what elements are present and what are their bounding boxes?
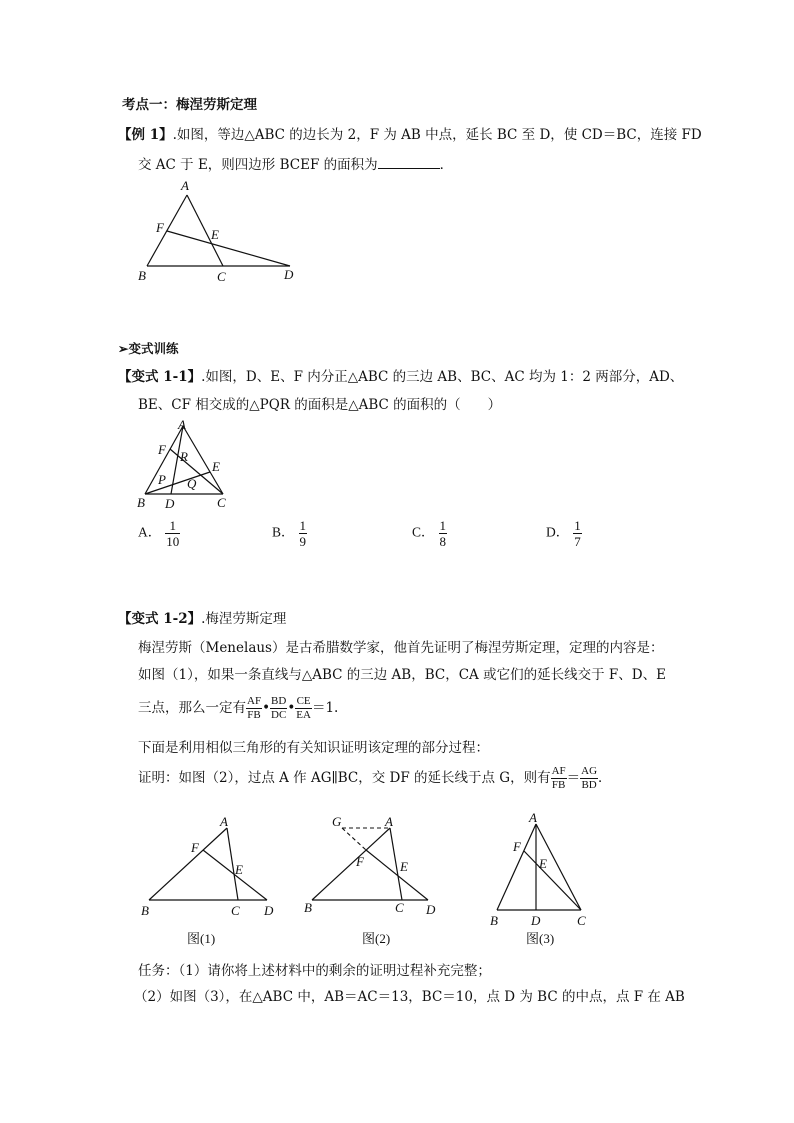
frac5-den: BD [581, 779, 597, 791]
label-D: D [284, 267, 294, 282]
frac1-den: FB [247, 709, 261, 721]
label-A: A [529, 810, 537, 825]
variant1-line1 [118, 368, 683, 386]
variant1-tag: 【变式 1-1】 [118, 369, 202, 385]
seg-AB [149, 828, 227, 900]
label-C: C [217, 495, 226, 510]
option-a-num: 1 [165, 518, 180, 534]
p5-post: ． [598, 770, 612, 786]
variant2-p1: 梅涅劳斯（Menelaus）是古希腊数学家，他首先证明了梅涅劳斯定理，定理的内容是： [138, 640, 664, 656]
label-E: E [539, 856, 547, 871]
label-B: B [141, 903, 149, 918]
example1-figure [135, 178, 305, 288]
variant1-figure [133, 416, 243, 514]
label-A: A [220, 814, 228, 829]
label-D: D [426, 902, 436, 917]
figure-2 [296, 808, 446, 950]
label-B: B [138, 268, 146, 283]
label-A: A [181, 178, 189, 193]
example1-line2 [138, 156, 453, 174]
variant1-line2: BE、CF 相交成的△PQR 的面积是△ABC 的面积的（ ） [138, 397, 502, 413]
label-A: A [385, 814, 393, 829]
answer-blank [378, 156, 440, 169]
option-b-letter: B． [272, 524, 295, 540]
frac-bd-dc [270, 695, 287, 722]
label-E: E [400, 859, 408, 874]
p5-pre: 证明：如图（2），过点 A 作 AG∥BC，交 DF 的延长线于点 G，则有 [138, 770, 551, 786]
label-R: R [180, 449, 188, 464]
label-E: E [235, 862, 243, 877]
option-d-letter: D． [546, 524, 570, 540]
caption-fig3: 图(3) [526, 931, 555, 946]
option-d-den: 7 [574, 534, 581, 549]
option-d[interactable] [546, 518, 582, 549]
frac4-num: AF [551, 765, 566, 777]
example1-period: ． [439, 157, 454, 173]
label-F: F [158, 442, 166, 457]
option-a[interactable] [138, 518, 180, 549]
label-C: C [217, 269, 226, 284]
figure-1 [135, 808, 285, 950]
frac-ce-ea [295, 695, 312, 722]
frac2-den: DC [271, 709, 287, 721]
label-D: D [264, 903, 274, 918]
option-b-num: 1 [299, 518, 307, 533]
option-a-letter: A． [138, 524, 162, 540]
option-a-fraction [165, 518, 180, 549]
label-A: A [178, 417, 186, 432]
option-c-num: 1 [439, 518, 447, 533]
label-B: B [304, 900, 312, 915]
variant2-p4: 下面是利用相似三角形的有关知识证明该定理的部分过程： [138, 740, 489, 756]
label-E: E [212, 459, 220, 474]
variant2-p2: 如图（1），如果一条直线与△ABC 的三边 AB，BC，CA 或它们的延长线交于 F、D、E [138, 667, 666, 683]
label-B: B [490, 913, 498, 928]
variant2-p3: 三点，那么一定有 $\frac{AF}{FB}$ • $\frac{BD}{DC}$ • $\frac{CE}{EA}$ ＝1. [138, 695, 339, 721]
variant1-text1: .如图，D、E、F 内分正△ABC 的三边 AB、BC、AC 均为 1：2 两部分，AD、 [201, 369, 684, 385]
option-c-letter: C． [412, 524, 435, 540]
label-C: C [231, 903, 240, 918]
label-F: F [156, 220, 164, 235]
example1-line1 [118, 126, 702, 144]
task1: 任务：（1）请你将上述材料中的剩余的证明过程补充完整； [138, 963, 491, 979]
seg-AB [497, 824, 536, 910]
seg-GF [342, 828, 366, 850]
option-a-den: 10 [166, 534, 180, 549]
frac-ag-bd [580, 765, 598, 792]
frac3-num: CE [296, 695, 311, 707]
variant2-title-text: .梅涅劳斯定理 [201, 611, 287, 627]
label-C: C [577, 913, 586, 928]
label-D: D [531, 913, 541, 928]
option-c-den: 8 [439, 534, 447, 549]
option-c[interactable] [412, 518, 447, 549]
caption-fig1: 图(1) [187, 931, 216, 946]
example1-text2: 交 AC 于 E，则四边形 BCEF 的面积为 [138, 157, 378, 173]
seg-AB [312, 828, 390, 900]
label-F: F [513, 839, 521, 854]
option-b-fraction [299, 518, 308, 549]
label-P: P [158, 472, 166, 487]
variant2-title [118, 610, 286, 628]
label-F: F [356, 854, 364, 869]
frac-af-fb-2 [551, 765, 567, 792]
p5-eq: ＝ [566, 770, 581, 786]
frac5-num: AG [581, 765, 598, 777]
p3-pre: 三点，那么一定有 [138, 700, 246, 716]
label-G: G [332, 814, 342, 829]
figure-3 [478, 808, 598, 950]
seg-AB [147, 195, 187, 266]
p3-post: ＝1. [311, 700, 339, 716]
label-Q: Q [187, 476, 197, 491]
example1-text1: .如图，等边△ABC 的边长为 2，F 为 AB 中点，延长 BC 至 D，使 CD＝BC，连接 FD [172, 127, 702, 143]
frac2-num: BD [271, 695, 287, 707]
frac4-den: FB [551, 779, 566, 791]
label-B: B [137, 495, 145, 510]
seg-FD [167, 231, 290, 266]
task2: （2）如图（3），在△ABC 中，AB＝AC＝13，BC＝10，点 D 为 BC 的中点，点 F 在 AB [134, 989, 685, 1005]
label-C: C [395, 900, 404, 915]
caption-fig2: 图(2) [362, 931, 391, 946]
variant2-tag: 【变式 1-2】 [118, 611, 202, 627]
option-c-fraction [439, 518, 448, 549]
frac-af-fb [246, 695, 262, 722]
option-b-den: 9 [299, 534, 307, 549]
label-D: D [165, 496, 175, 511]
seg-FC [524, 851, 581, 910]
frac1-num: AF [247, 695, 262, 707]
option-d-num: 1 [574, 518, 581, 533]
seg-FD [366, 850, 428, 900]
variant2-p5 [138, 763, 612, 793]
section-title: 考点一：梅涅劳斯定理 [122, 97, 257, 113]
frac3-den: EA [296, 709, 311, 721]
option-d-fraction [573, 518, 582, 549]
label-E: E [211, 227, 219, 242]
variant-heading: ➢变式训练 [118, 341, 179, 356]
option-b[interactable] [272, 518, 307, 549]
example1-tag: 【例 1】 [118, 127, 173, 143]
label-F: F [191, 840, 199, 855]
